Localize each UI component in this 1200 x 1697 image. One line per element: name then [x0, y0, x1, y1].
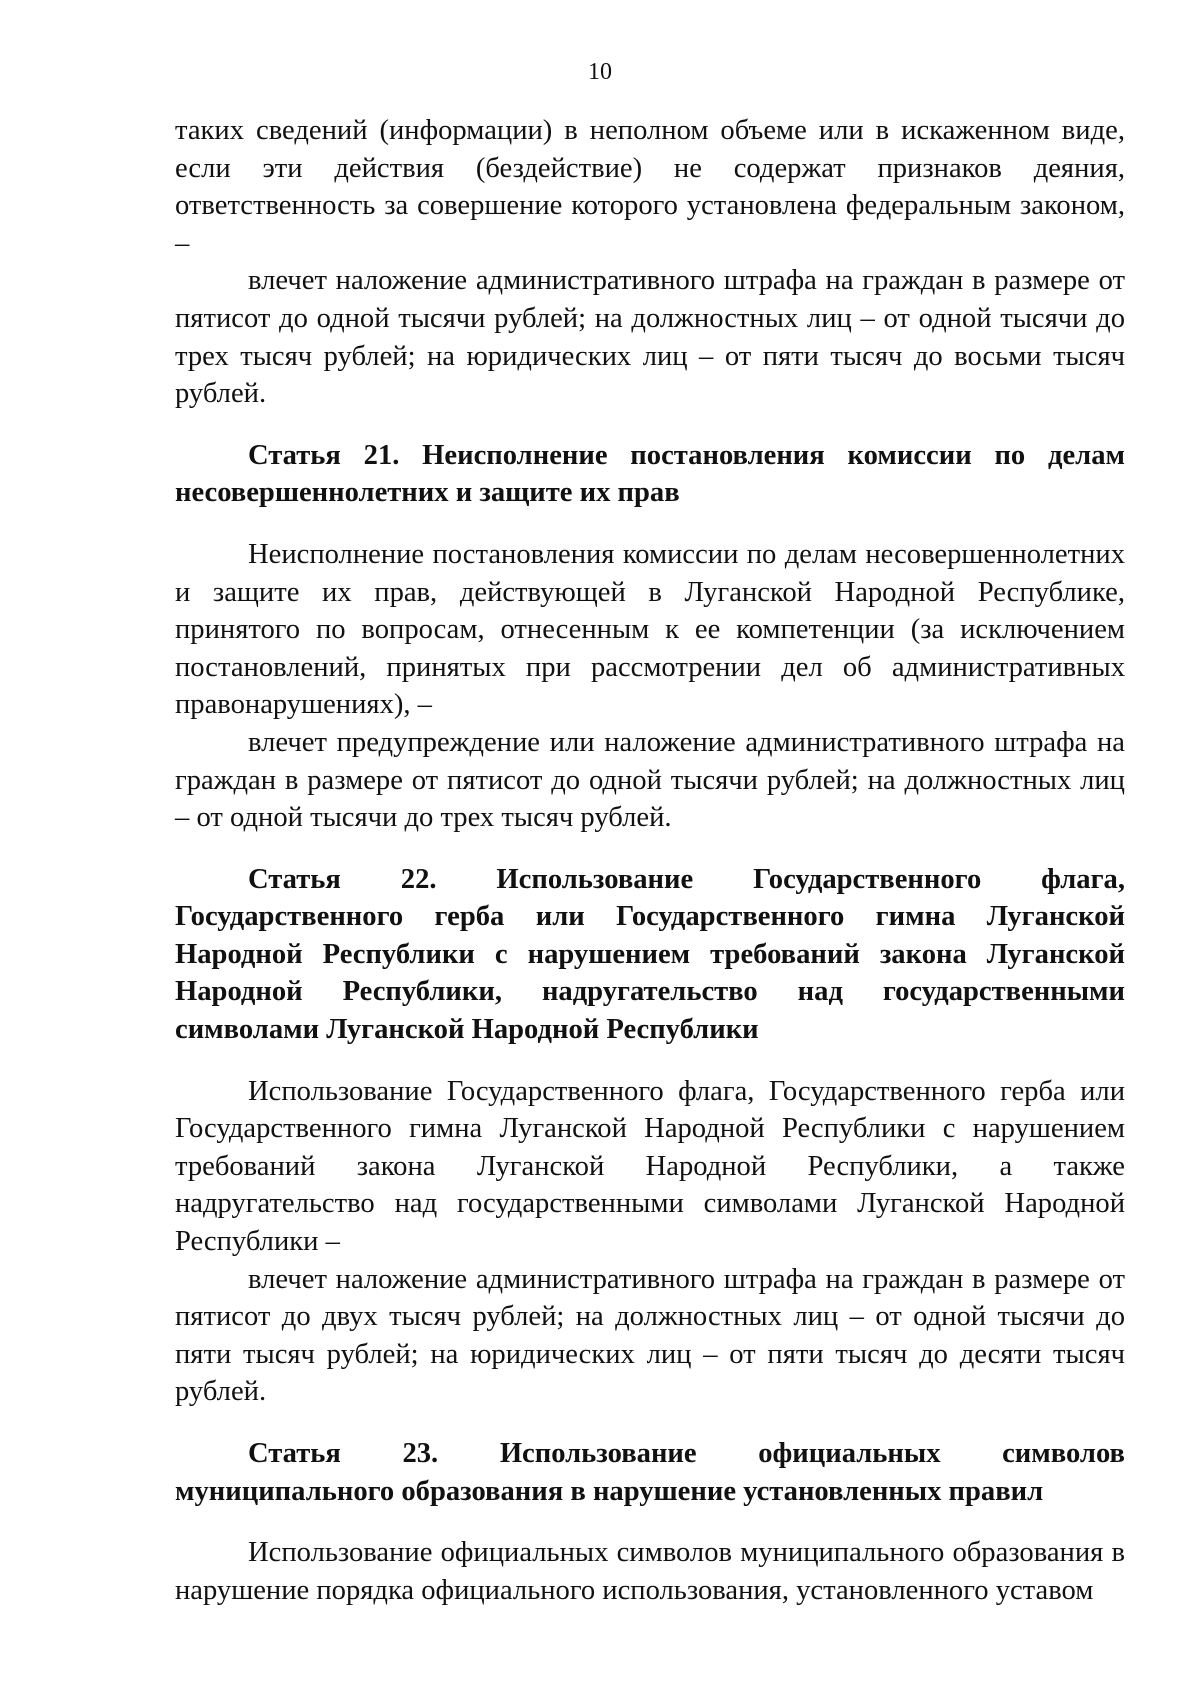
document-body: [175, 112, 1125, 1609]
article-23-heading: Статья 23. Использование официальных символов муниципального образования в нарушение установленных правил: [175, 1438, 1125, 1507]
article-22-penalty: влечет наложение административного штрафа на граждан в размере от пятисот до двух тысяч рублей; на должностных лиц – от одной тысячи до пяти тысяч рублей; на юридических лиц – от пяти тысяч до десяти тысяч рублей.: [175, 1263, 1125, 1408]
article-21-body: Неисполнение постановления комиссии по делам несовершеннолетних и защите их прав, действующей в Луганской Народной Республике, принятого по вопросам, отнесенным к ее компетенции (за исключением постановлений, принятых при рассмотрении дел об административных правонарушениях), –: [175, 538, 1125, 721]
article-22-heading: Статья 22. Использование Государственного флага, Государственного герба или Государственного гимна Луганской Народной Республики с нарушением требований закона Луганской Народной Республики, надругательство над государственными символами Луганской Народной Республики: [175, 863, 1125, 1046]
article-23-body: Использование официальных символов муниципального образования в нарушение порядка официального использования, установленного уставом: [175, 1537, 1125, 1606]
paragraph-continuation: таких сведений (информации) в неполном объеме или в искаженном виде, если эти действия (бездействие) не содержат признаков деяния, ответственность за совершение которого установлена федеральным законом, –: [175, 115, 1125, 259]
article-21-penalty: влечет предупреждение или наложение административного штрафа на граждан в размере от пятисот до одной тысячи рублей; на должностных лиц – от одной тысячи до трех тысяч рублей.: [175, 726, 1125, 834]
article-21-heading: Статья 21. Неисполнение постановления комиссии по делам несовершеннолетних и защите их прав: [175, 439, 1125, 509]
page-number: 10: [588, 59, 612, 85]
article-22-body: Использование Государственного флага, Государственного герба или Государственного гимна Луганской Народной Республики с нарушением требований закона Луганской Народной Республики, а также надругательство над государственными символами Луганской Народной Республики –: [175, 1075, 1125, 1258]
paragraph-penalty-20: влечет наложение административного штрафа на граждан в размере от пятисот до одной тысячи рублей; на должностных лиц – от одной тысячи до трех тысяч рублей; на юридических лиц – от пяти тысяч до восьми тысяч рублей.: [175, 265, 1125, 410]
